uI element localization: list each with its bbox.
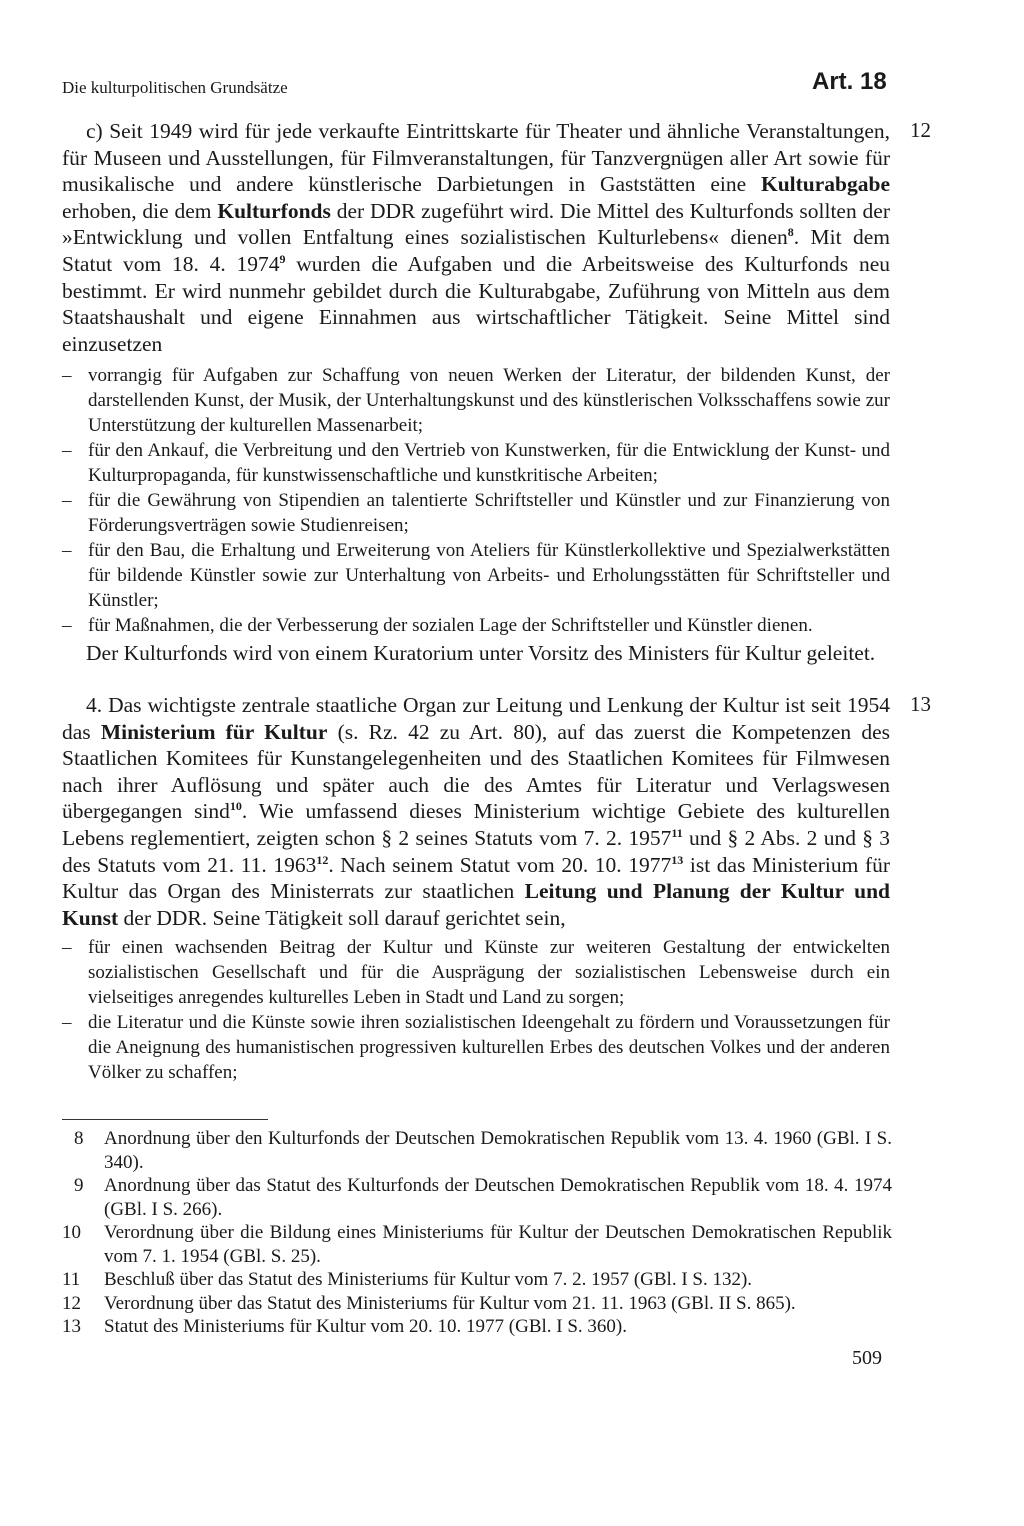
ministry-tasks-list (62, 935, 890, 1085)
text-segment: c) Seit 1949 wird für jede verkaufte Eintrittskarte für Theater und ähnliche Veranstaltungen, für Museen und Ausstellungen, für Filmveranstaltungen, für Tanzvergnügen aller Art sowie für musikalische und andere künstlerische Darbietungen in Gaststätten eine (62, 119, 890, 197)
footnote-ref-13[interactable]: 13 (671, 852, 684, 867)
footnote-11: 11 Beschluß über das Statut des Ministeriums für Kultur vom 7. 2. 1957 (GBl. I S. 132). (62, 1269, 753, 1290)
funding-list (62, 363, 890, 638)
dash-marker: – (62, 1012, 72, 1034)
dash-marker: – (62, 615, 72, 637)
footnote-ref-8[interactable]: 8 (787, 225, 794, 240)
list-item: – die Literatur und die Künste sowie ihren sozialistischen Ideengehalt zu fördern und Voraussetzungen für die Aneignung des humanistischen progressiven kulturellen Erbes des deutschen Volkes und der anderen Völker zu schaffen; (62, 1012, 890, 1084)
footnote-ref-11[interactable]: 11 (671, 825, 683, 840)
list-item: – vorrangig für Aufgaben zur Schaffung von neuen Werken der Literatur, der bildenden Kunst, der darstellenden Kunst, der Musik, der Unterhaltungskunst und des künstlerischen Volksschaffens sowie zur Unterstützung der kulturellen Massenarbeit; (62, 365, 890, 437)
term-kulturabgabe: Kulturabgabe (760, 172, 890, 197)
footnote-ref-10[interactable]: 10 (229, 799, 242, 814)
dash-marker: – (62, 540, 72, 562)
text-segment: . Mit dem Statut vom 18. 4. 1974 (62, 225, 890, 276)
section-12-paragraph (62, 118, 890, 357)
footnote-divider (62, 1119, 268, 1120)
text-segment: (s. Rz. 42 zu Art. 80), auf das zuerst die Kompetenzen des Staatlichen Komitees für Kunstangelegenheiten und des Staatlichen Komitees für Filmwesen nach ihrer Auflösung und später auch die des Amtes für Literatur und Verlagswesen übergegangen sind (62, 719, 890, 824)
footnote-ref-9[interactable]: 9 (279, 251, 286, 266)
footnote-12: 12 Verordnung über das Statut des Ministeriums für Kultur vom 21. 11. 1963 (GBl. II S. 865). (62, 1292, 796, 1314)
footnote-10: 10 Verordnung über die Bildung eines Ministeriums für Kultur der Deutschen Demokratischen Republik vom 7. 1. 1954 (GBl. S. 25). (62, 1222, 892, 1267)
term-leitung-planung: Leitung und Planung der Kultur und Kunst (62, 879, 891, 930)
text-segment: der DDR. Seine Tätigkeit soll darauf gerichtet sein, (118, 905, 566, 930)
text-segment: erhoben, die dem (62, 198, 218, 223)
dash-marker: – (62, 365, 72, 387)
margin-number-13: 13 (910, 692, 931, 716)
list-item: – für den Bau, die Erhaltung und Erweiterung von Ateliers für Künstlerkollektive und Spezialwerkstätten für bildende Künstler sowie zur Unterhaltung von Arbeits- und Erholungsstätten für Schriftsteller und Künstler; (62, 540, 890, 612)
text-segment: der DDR zugeführt wird. Die Mittel des Kulturfonds sollten der »Entwicklung und vollen Entfaltung eines sozialistischen Kulturlebens« dienen (62, 198, 890, 250)
closing-paragraph: Der Kulturfonds wird von einem Kuratorium unter Vorsitz des Ministers für Kultur geleitet. (86, 641, 876, 666)
list-item: – für die Gewährung von Stipendien an talentierte Schriftsteller und Künstler und zur Finanzierung von Förderungsverträgen sowie Studienreisen; (62, 490, 890, 537)
section-13-paragraph (62, 692, 890, 931)
dash-marker: – (62, 440, 72, 462)
section-12 (62, 118, 890, 667)
footnote-9: 9 Anordnung über das Statut des Kulturfonds der Deutschen Demokratischen Republik vom 18. 4. 1974 (GBl. I S. 266). (74, 1175, 892, 1220)
text-segment: und § 2 Abs. 2 und § 3 des Statuts vom 21. 11. 1963 (62, 825, 890, 877)
page-number: 509 (852, 1347, 882, 1369)
running-title: Die kulturpolitischen Grundsätze (62, 78, 288, 97)
margin-number-12: 12 (910, 118, 931, 142)
dash-marker: – (62, 490, 72, 512)
article-label: Art. 18 (812, 68, 887, 95)
footnote-ref-12[interactable]: 12 (316, 852, 329, 867)
footnote-13: 13 Statut des Ministeriums für Kultur vom 20. 10. 1977 (GBl. I S. 360). (62, 1316, 628, 1337)
list-item: – für den Ankauf, die Verbreitung und den Vertrieb von Kunstwerken, für die Entwicklung der Kunst- und Kulturpropaganda, für kunstwissenschaftliche und kunstkritische Arbeiten; (62, 440, 890, 487)
term-kulturfonds: Kulturfonds (217, 198, 331, 223)
text-segment: wurden die Aufgaben und die Arbeitsweise des Kulturfonds neu bestimmt. Er wird nunmehr gebildet durch die Kulturabgabe, Zuführung von Mitteln aus dem Staatshaushalt und eigene Einnahmen aus wirtschaftlicher Tätigkeit. Seine Mittel sind einzusetzen (62, 251, 890, 356)
text-segment: 4. Das wichtigste zentrale staatliche Organ zur Leitung und Lenkung der Kultur ist seit 1954 das (62, 693, 890, 744)
list-item: – für einen wachsenden Beitrag der Kultur und Künste zur weiteren Gestaltung der entwickelten sozialistischen Gesellschaft und für die Ausprägung der sozialistischen Lebensweise durch ein vielseitiges anregendes kulturelles Leben in Stadt und Land zu sorgen; (62, 937, 890, 1009)
text-segment: ist das Ministerium für Kultur das Organ des Ministerrats zur staatlichen (62, 852, 890, 904)
text-segment: . Wie umfassend dieses Ministerium wichtige Gebiete des kulturellen Lebens reglementiert, zeigten schon § 2 seines Statuts vom 7. 2. 1957 (62, 799, 890, 850)
section-13 (62, 692, 890, 1085)
text-segment: . Nach seinem Statut vom 20. 10. 1977 (328, 852, 672, 877)
list-item: – für Maßnahmen, die der Verbesserung der sozialen Lage der Schriftsteller und Künstler dienen. (62, 615, 813, 637)
dash-marker: – (62, 937, 72, 959)
footnotes (62, 1127, 892, 1339)
term-ministerium: Ministerium für Kultur (100, 719, 328, 744)
footnote-8: 8 Anordnung über den Kulturfonds der Deutschen Demokratischen Republik vom 13. 4. 1960 (GBl. I S. 340). (74, 1128, 892, 1173)
